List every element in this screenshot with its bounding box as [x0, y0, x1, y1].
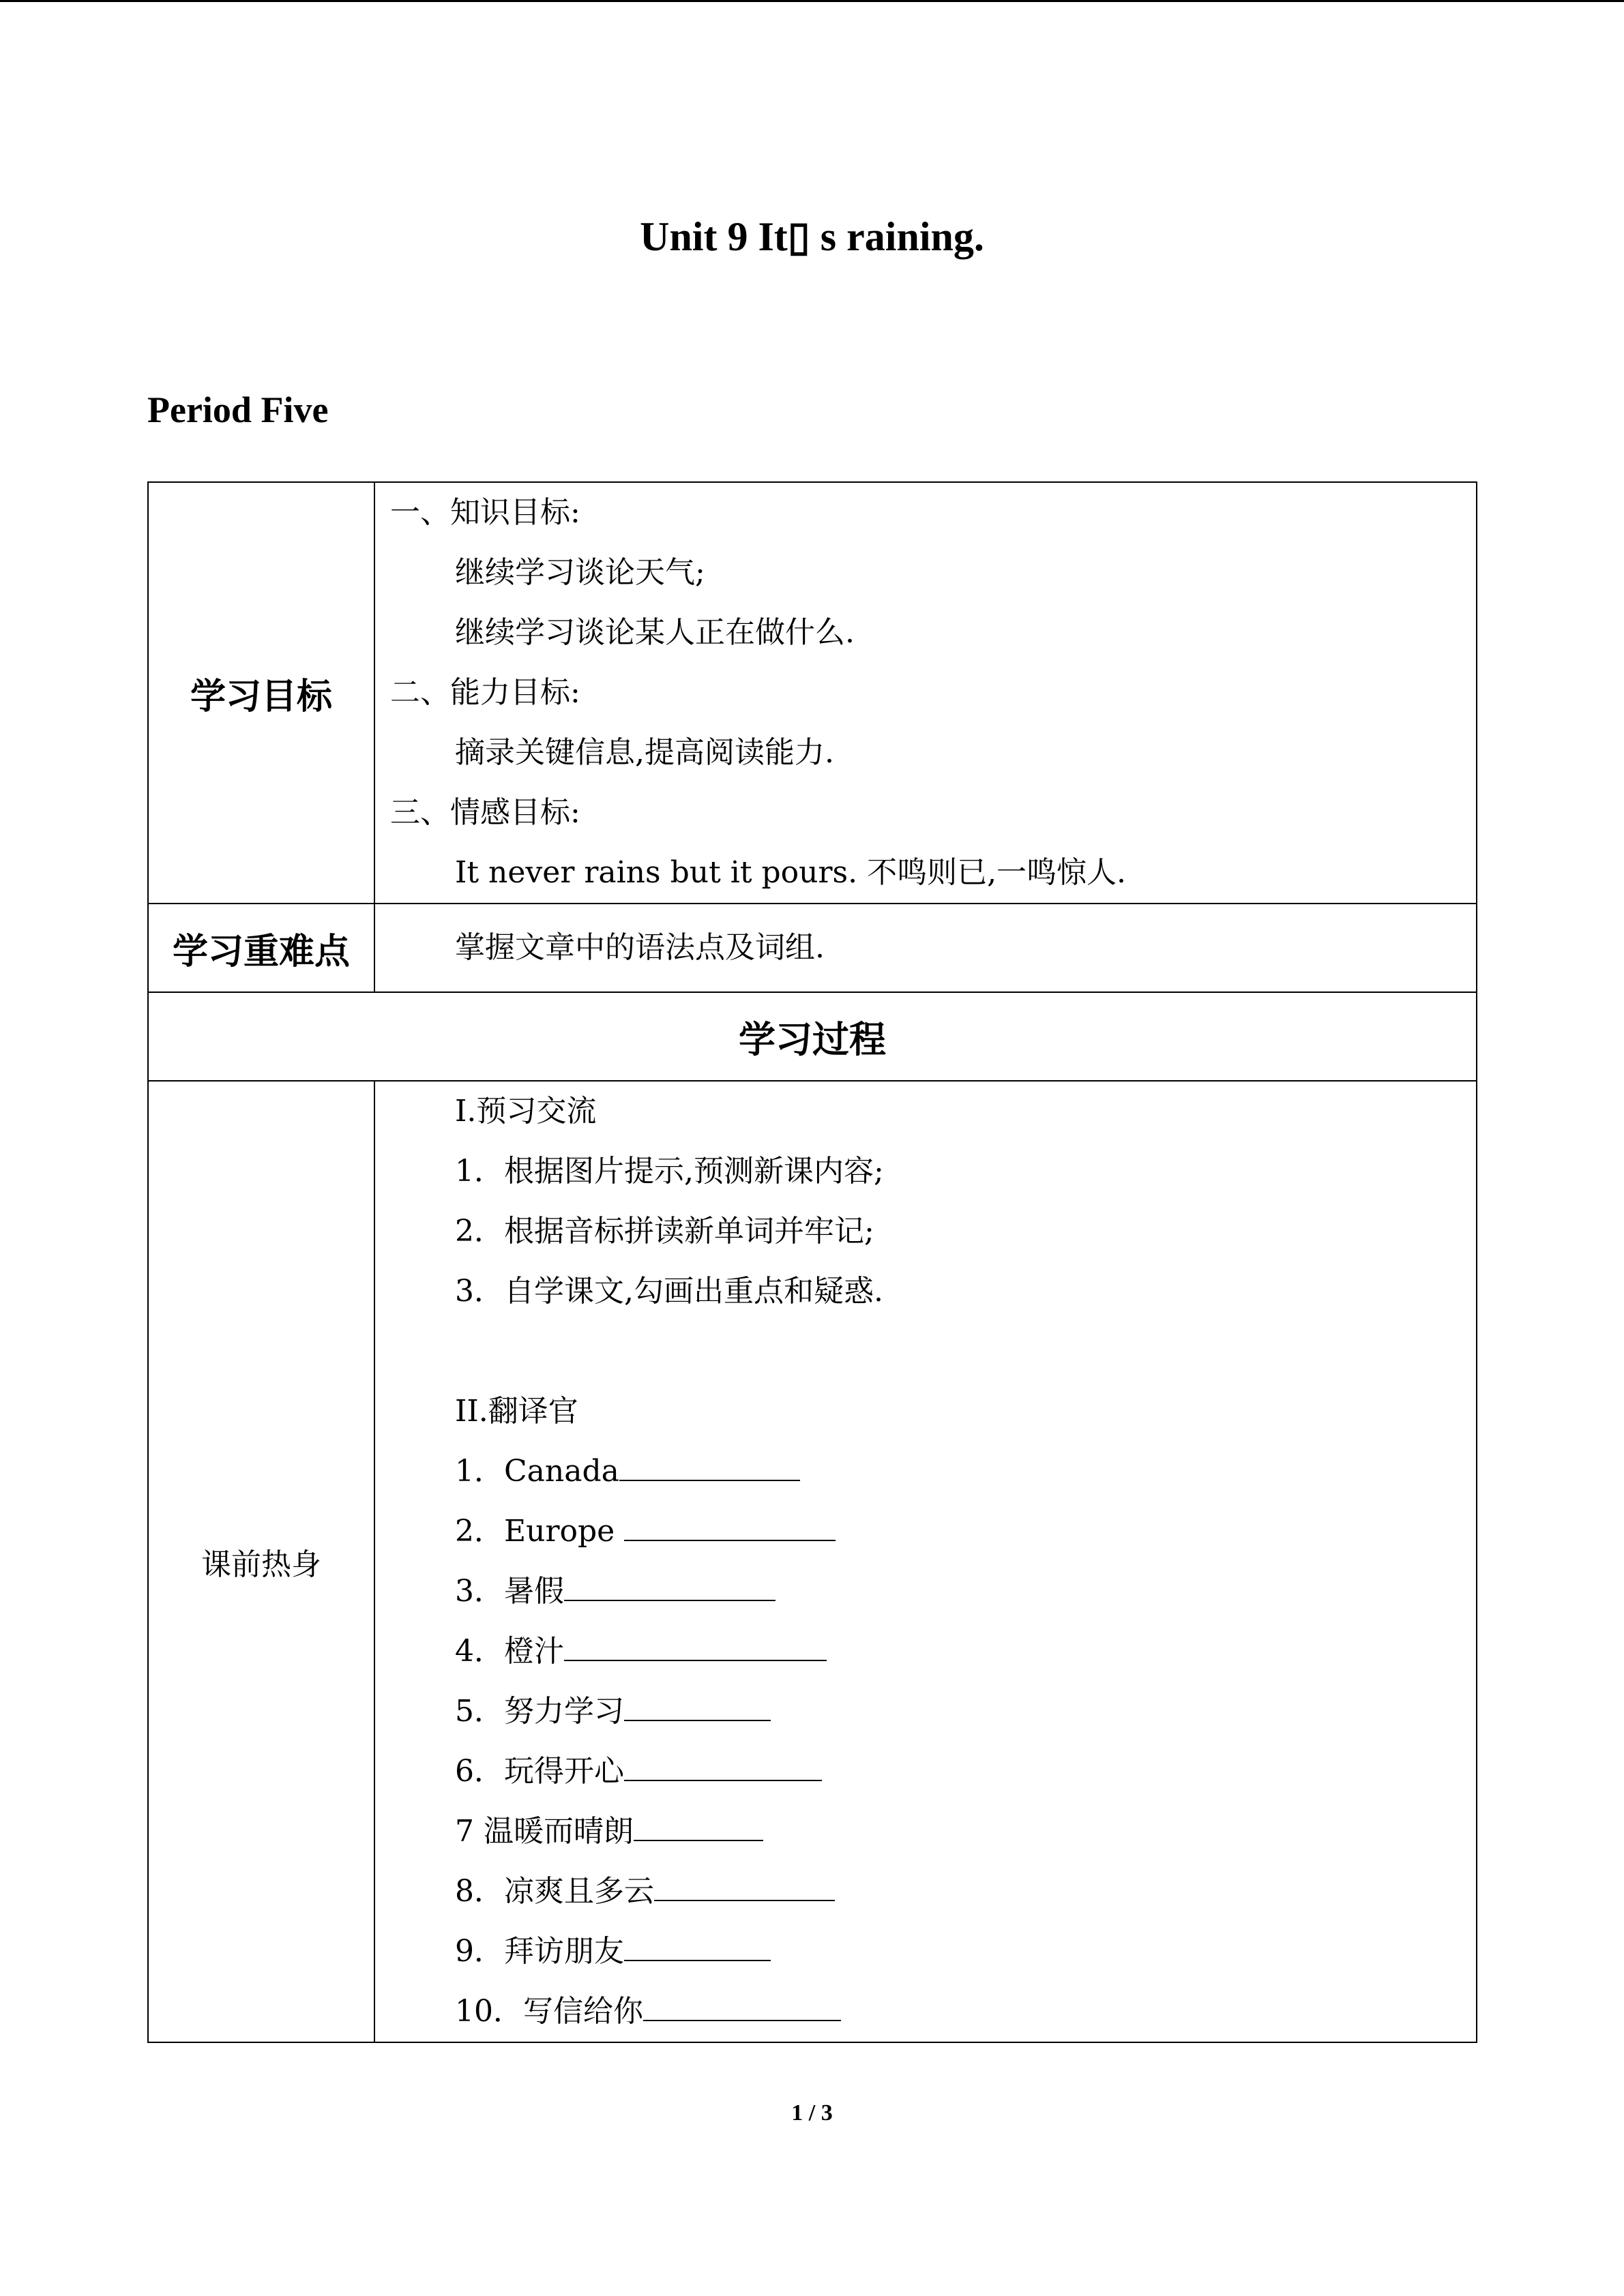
answer-blank[interactable]: [634, 1807, 763, 1841]
objective-line: 二、能力目标:: [390, 675, 580, 710]
translate-heading: II.翻译官: [455, 1394, 578, 1429]
warmup-content: [374, 1081, 1477, 2042]
objective-line: 继续学习谈论天气;: [455, 555, 705, 590]
translate-prompt: 9．拜访朋友: [455, 1934, 624, 1969]
answer-blank[interactable]: [624, 1687, 771, 1721]
translate-prompt: 5．努力学习: [455, 1694, 624, 1729]
key-points-text: 掌握文章中的语法点及词组.: [455, 930, 825, 965]
objective-line: It never rains but it pours. 不鸣则已,一鸣惊人.: [455, 855, 1127, 890]
process-row: [148, 992, 1477, 1081]
preview-item: 2．根据音标拼读新单词并牢记;: [455, 1214, 874, 1249]
process-heading: 学习过程: [148, 992, 1477, 1081]
page-title: Unit 9 It▯ s raining.: [640, 214, 984, 259]
answer-blank[interactable]: [624, 1927, 771, 1961]
translate-item: [375, 1562, 1476, 1622]
page-number: 1 / 3: [791, 2100, 833, 2126]
objective-line: 一、知识目标:: [390, 495, 580, 530]
translate-item: [375, 1862, 1476, 1922]
translate-item: [375, 1982, 1476, 2042]
translate-prompt: 3．暑假: [455, 1574, 564, 1609]
top-border-line: [0, 0, 1624, 2]
key-points-content: [374, 904, 1477, 992]
preview-item: 3．自学课文,勾画出重点和疑惑.: [455, 1274, 883, 1309]
translate-prompt: 4．橙汁: [455, 1634, 564, 1669]
warmup-label: 课前热身: [148, 1081, 374, 2042]
key-points-label: 学习重难点: [148, 904, 374, 992]
answer-blank[interactable]: [624, 1507, 836, 1541]
preview-item: 1．根据图片提示,预测新课内容;: [455, 1154, 884, 1189]
translate-prompt: 1．Canada: [455, 1454, 619, 1489]
answer-blank[interactable]: [624, 1747, 822, 1781]
key-points-row: [148, 904, 1477, 992]
translate-item: [375, 1442, 1476, 1502]
answer-blank[interactable]: [564, 1627, 827, 1661]
translate-prompt: 10．写信给你: [455, 1994, 643, 2029]
answer-blank[interactable]: [564, 1567, 776, 1601]
translate-item: [375, 1742, 1476, 1802]
translate-prompt: 7 温暖而晴朗: [455, 1814, 634, 1849]
lesson-table: [147, 481, 1477, 2043]
translate-prompt: 6．玩得开心: [455, 1754, 624, 1789]
objective-line: 摘录关键信息,提高阅读能力.: [455, 735, 834, 770]
objective-line: 三、情感目标:: [390, 795, 580, 830]
warmup-row: [148, 1081, 1477, 2042]
answer-blank[interactable]: [643, 1987, 841, 2021]
preview-heading: I.预习交流: [455, 1094, 597, 1129]
translate-item: [375, 1622, 1476, 1682]
period-heading: Period Five: [147, 389, 329, 430]
translate-item: [375, 1802, 1476, 1862]
objectives-content: [374, 482, 1477, 904]
spacer: [375, 1322, 1476, 1382]
translate-item: [375, 1502, 1476, 1562]
answer-blank[interactable]: [619, 1447, 800, 1481]
translate-prompt: 8．凉爽且多云: [455, 1874, 654, 1909]
answer-blank[interactable]: [654, 1867, 835, 1901]
translate-item: [375, 1682, 1476, 1742]
translate-item: [375, 1922, 1476, 1982]
objectives-row: [148, 482, 1477, 904]
objectives-label: 学习目标: [148, 482, 374, 904]
objective-line: 继续学习谈论某人正在做什么.: [455, 615, 855, 650]
translate-prompt: 2．Europe: [455, 1514, 625, 1549]
